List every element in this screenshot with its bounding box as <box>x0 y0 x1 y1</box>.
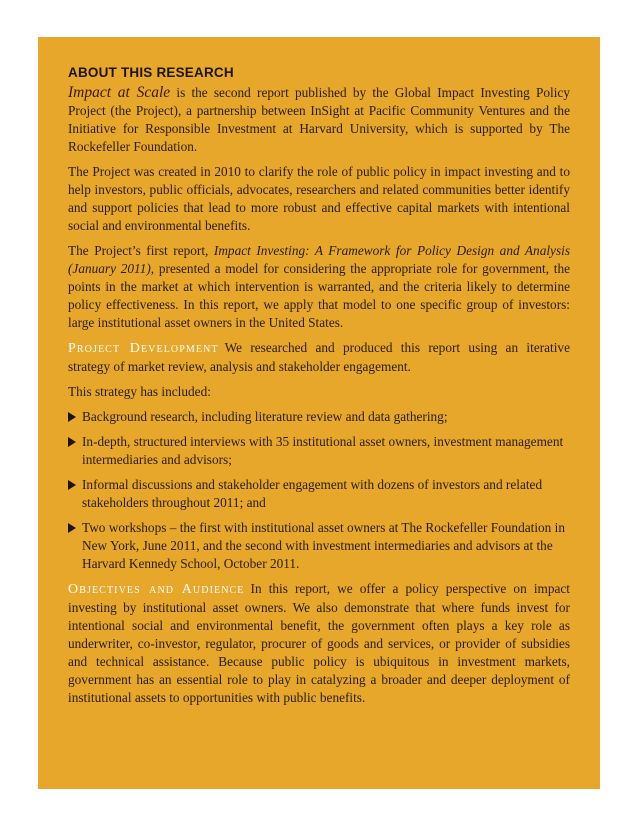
first-report-lead: The Project’s first report, <box>68 243 214 258</box>
first-report-title: Impact Investing: A Framework for Policy Design and Analysis (January 2011) <box>68 243 570 276</box>
paragraph-project-development <box>68 339 570 376</box>
paragraph-strategy: This strategy has included: <box>68 384 211 399</box>
triangle-bullet-icon <box>68 412 76 422</box>
intro-text: is the second report published by the Global Impact Investing Policy Project (the Project), a partnership between InSight at Pacific Community Ventures and the Initiative for Responsible Investment at Harvard University, which is supported by The Rockefeller Foundation. <box>68 85 570 154</box>
triangle-bullet-icon <box>68 437 76 447</box>
triangle-bullet-icon <box>68 523 76 533</box>
about-research-panel <box>38 37 600 789</box>
list-item-text: Background research, including literature review and data gathering; <box>82 409 448 424</box>
project-development-text: We researched and produced this report using an iterative strategy of market review, analysis and stakeholder engagement. <box>68 340 570 374</box>
list-item <box>68 408 570 426</box>
objectives-audience-text: In this report, we offer a policy perspective on impact investing by institutional asset owners. We also demonstrate that where funds invest for intentional social and environmental benefit, the government often plays a key role as underwriter, co-investor, regulator, procurer of goods and services, or provider of subsidies and technical assistance. Because public policy is ubiquitous in investment markets, government has an essential role to play in catalyzing a broader and deeper deployment of institutional assets to opportunities with public benefits. <box>68 581 570 705</box>
project-development-label: Project Development <box>68 341 219 356</box>
list-item-text: In-depth, structured interviews with 35 institutional asset owners, investment management intermediaries and advisors; <box>82 434 564 467</box>
triangle-bullet-icon <box>68 480 76 490</box>
list-item <box>68 433 570 469</box>
objectives-audience-label: Objectives and Audience <box>68 582 245 597</box>
section-heading: ABOUT THIS RESEARCH <box>68 65 234 80</box>
paragraph-first-report <box>68 242 570 332</box>
list-item-text: Informal discussions and stakeholder engagement with dozens of investors and related stakeholders throughout 2011; and <box>82 477 543 510</box>
list-item <box>68 476 570 512</box>
strategy-list <box>68 408 570 573</box>
paragraph-objectives <box>68 580 570 707</box>
paragraph-project: The Project was created in 2010 to clarify the role of public policy in impact investing and to help investors, public officials, advocates, researchers and related communities better identify and support policies that lead to more robust and effective capital markets with intentional social and environmental benefits. <box>68 164 570 233</box>
report-title: Impact at Scale <box>68 84 171 101</box>
list-item-text: Two workshops – the first with institutional asset owners at The Rockefeller Foundation in New York, June 2011, and the second with investment intermediaries and advisors at the Harvard Kennedy School, October 2011. <box>82 520 565 571</box>
first-report-text: , presented a model for considering the appropriate role for government, the points in the market at which intervention is warranted, and the criteria likely to determine policy effectiveness. In this report, we apply that model to one specific group of investors: large institutional asset owners in the United States. <box>68 261 571 330</box>
paragraph-intro <box>68 84 570 156</box>
list-item <box>68 519 570 573</box>
